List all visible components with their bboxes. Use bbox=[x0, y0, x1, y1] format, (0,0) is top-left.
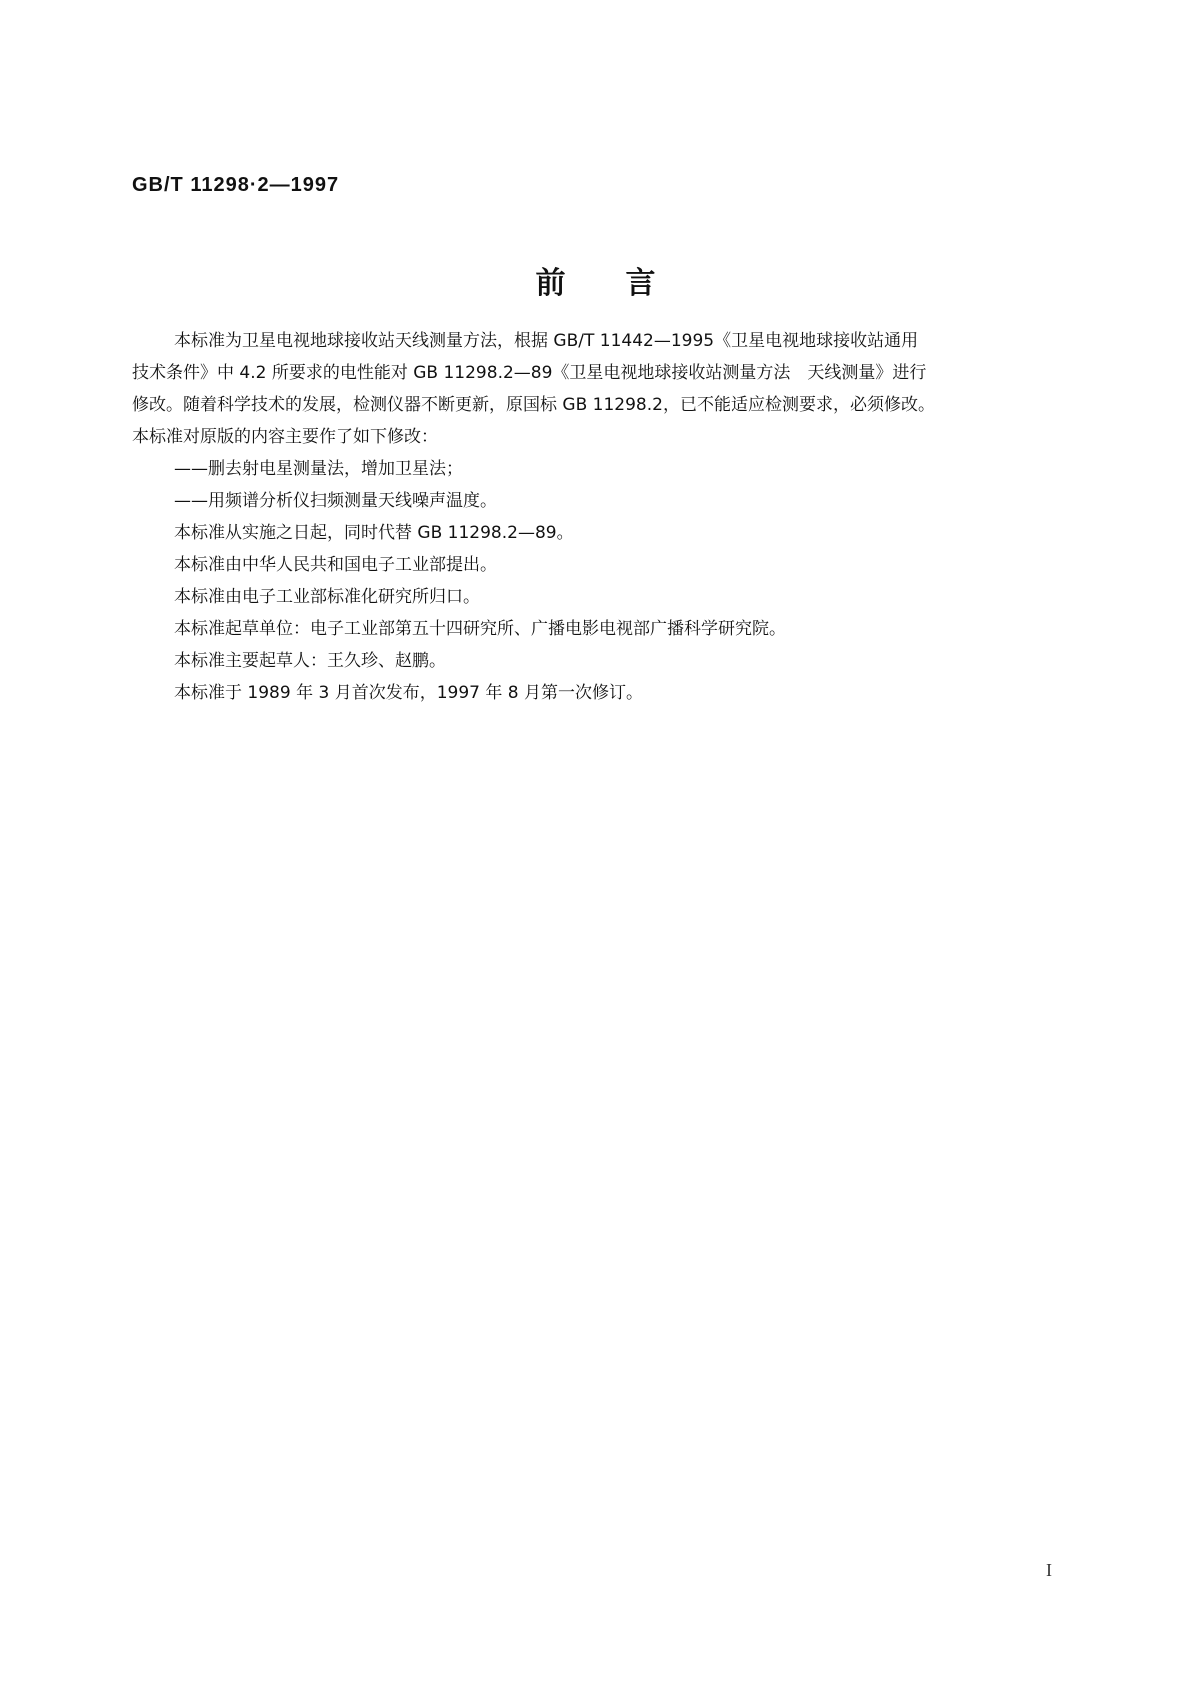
statement-line: 本标准由电子工业部标准化研究所归口。 bbox=[174, 587, 480, 607]
statement-line: 本标准起草单位：电子工业部第五十四研究所、广播电影电视部广播科学研究院。 bbox=[174, 619, 786, 639]
intro-line: 技术条件》中 4.2 所要求的电性能对 GB 11298.2—89《卫星电视地球接收站测量方法 天线测量》进行 bbox=[132, 363, 927, 383]
statement-line: 本标准由中华人民共和国电子工业部提出。 bbox=[174, 555, 497, 575]
modification-item: ——删去射电星测量法，增加卫星法； bbox=[174, 459, 463, 479]
statement-line: 本标准从实施之日起，同时代替 GB 11298.2—89。 bbox=[174, 523, 574, 543]
statement-line: 本标准主要起草人：王久珍、赵鹏。 bbox=[174, 651, 446, 671]
intro-line: 修改。随着科学技术的发展，检测仪器不断更新，原国标 GB 11298.2，已不能适应检测要求，必须修改。 bbox=[132, 395, 935, 415]
page-title: 前言 bbox=[535, 266, 716, 301]
intro-line: 本标准对原版的内容主要作了如下修改： bbox=[132, 427, 438, 447]
statement-line: 本标准于 1989 年 3 月首次发布，1997 年 8 月第一次修订。 bbox=[174, 683, 643, 703]
page-number: I bbox=[1046, 1560, 1052, 1580]
intro-line: 本标准为卫星电视地球接收站天线测量方法，根据 GB/T 11442—1995《卫星电视地球接收站通用 bbox=[174, 331, 919, 351]
modification-item: ——用频谱分析仪扫频测量天线噪声温度。 bbox=[174, 491, 497, 511]
foreword-body bbox=[132, 325, 1077, 709]
standard-code: GB/T 11298·2—1997 bbox=[132, 174, 340, 196]
